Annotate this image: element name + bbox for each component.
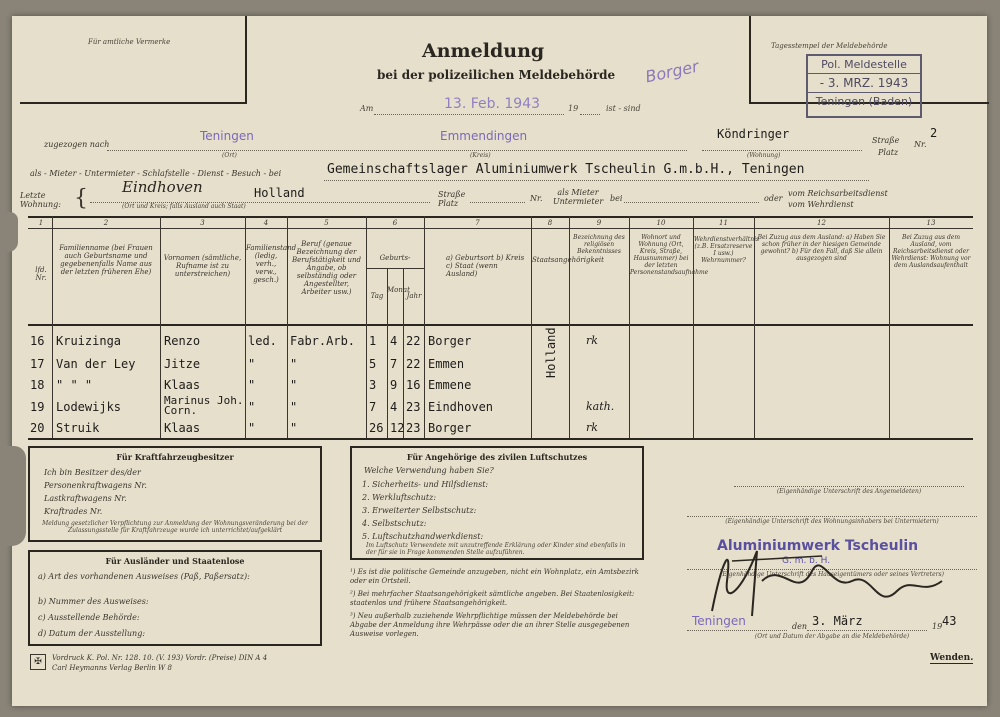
footnote-3: ³) Neu außerhalb zuziehende Wehrpflichtige müssen der Meldebehörde bei Abgabe der Anmeldung ihre Wehrpässe oder die an ihrer Stelle ausgegebenen Ausweise vorlegen. xyxy=(350,612,630,638)
owner-signature-label: (Eigenhändige Unterschrift des Wohnungsinhabers bei Untermietern) xyxy=(725,518,939,525)
row-19-name: Lodewijks xyxy=(56,400,122,414)
col-num-2: 2 xyxy=(103,219,109,227)
row-18-tag: 3 xyxy=(369,378,377,392)
row-17-jahr: 22 xyxy=(406,357,421,371)
col-head-7: a) Geburtsort b) Kreis c) Staat (wenn Ausland) xyxy=(446,254,525,278)
row-17-tag: 5 xyxy=(369,357,377,371)
nationality: Holland xyxy=(544,327,558,378)
row-18-ort: Emmene xyxy=(428,378,472,392)
col-num-9: 9 xyxy=(596,219,602,227)
row-17-monat: 7 xyxy=(390,357,398,371)
row-20-monat: 12 xyxy=(390,421,405,435)
stamp-line3: Teningen (Baden) xyxy=(815,95,913,108)
frueher-land: Holland xyxy=(254,186,305,200)
col-head-4: Familienstand (ledig, verh., verw., gesch.) xyxy=(246,244,297,284)
row-17-beruf: " xyxy=(290,357,298,371)
day-stamp-label: Tagesstempel der Meldebehörde xyxy=(771,42,888,50)
reich-label1: vom Reichsarbeitsdienst xyxy=(788,189,888,198)
kfz-line2: Personenkraftwagens Nr. xyxy=(44,481,147,490)
col-head-12: Bei Zuzug aus dem Ausland: a) Haben Sie schon früher in der hiesigen Gemeinde gewohnt? b) Für den Fall, daß Sie allein ausgezogen sind xyxy=(757,234,886,262)
handwritten-note: Borger xyxy=(643,56,701,87)
kreis-value: Emmendingen xyxy=(440,129,528,143)
als2-label: als Mieter Untermieter xyxy=(552,188,604,206)
col-head-13: Bei Zuzug aus dem Ausland, vom Reichsarbeitsdienst oder Wehrdienst: Wohnung vor dem Auslandsaufenthalt xyxy=(891,234,971,269)
zugezogen-label: zugezogen nach xyxy=(44,140,110,149)
row-17-name: Van der Ley xyxy=(56,357,136,371)
official-notes-box xyxy=(20,16,247,104)
row-20-tag: 26 xyxy=(369,421,384,435)
row-20-nr: 20 xyxy=(30,421,45,435)
reich-label2: vom Wehrdienst xyxy=(788,200,854,209)
col-num-1: 1 xyxy=(38,219,44,227)
row-19-vorname: Marinus Joh. Corn. xyxy=(164,394,244,417)
own-signature-label: (Eigenhändige Unterschrift des Angemeldeten) xyxy=(776,488,922,495)
den-label: den xyxy=(792,622,808,631)
col-num-11: 11 xyxy=(719,219,728,227)
col-num-6: 6 xyxy=(392,219,398,227)
row-19-monat: 4 xyxy=(390,400,398,414)
luftschutz-box xyxy=(350,446,644,560)
wenden-label: Wenden. xyxy=(930,653,974,663)
row-19-rel: kath. xyxy=(586,400,615,413)
row-19-nr: 19 xyxy=(30,400,45,414)
ist-sind: ist - sind xyxy=(606,104,641,113)
sign-place: Teningen xyxy=(692,614,746,628)
company-stamp-sub: G. m. b. H. xyxy=(782,556,831,566)
row-16-monat: 4 xyxy=(390,334,398,348)
col-num-5: 5 xyxy=(324,219,329,227)
stamp-line1: Pol. Meldestelle xyxy=(821,58,907,71)
house-number: 2 xyxy=(930,126,938,140)
footnote-1: ¹) Es ist die politische Gemeinde anzugeben, nicht ein Wohnplatz, ein Amtsbezirk oder ein Ortsteil. xyxy=(350,568,639,585)
row-16-ort: Borger xyxy=(428,334,472,348)
row-19-stand: " xyxy=(248,400,256,414)
wohnung-value: Köndringer xyxy=(717,127,790,141)
company-stamp: Aluminiumwerk Tscheulin xyxy=(717,538,919,554)
auslaender-b: b) Nummer des Ausweises: xyxy=(38,597,149,606)
row-17-nr: 17 xyxy=(30,357,45,371)
torn-edge-upper xyxy=(0,212,18,252)
kreis-label: (Kreis) xyxy=(470,152,491,159)
col-head-1: lfd. Nr. xyxy=(35,266,47,282)
row-18-name: " " " xyxy=(56,378,93,392)
row-20-stand: " xyxy=(248,421,256,435)
printer-line1: Vordruck K. Pol. Nr. 128. 10. (V. 193) Vordr. (Preise) DIN A 4 xyxy=(52,654,268,662)
row-20-rel: rk xyxy=(586,421,598,434)
col-num-10: 10 xyxy=(656,219,666,227)
row-17-ort: Emmen xyxy=(428,357,465,371)
wohnung-label: (Wohnung) xyxy=(747,152,781,159)
torn-edge xyxy=(0,446,26,546)
luftschutz-title: Für Angehörige des zivilen Luftschutzes xyxy=(406,452,588,462)
ort-label: (Ort) xyxy=(222,152,237,159)
printer-logo-icon: ✠ xyxy=(30,654,46,670)
ort-value: Teningen xyxy=(200,129,254,143)
platz-label: Platz xyxy=(878,148,899,157)
date-label-am: Am xyxy=(360,104,374,113)
kfz-line1: Ich bin Besitzer des/der xyxy=(44,468,141,477)
stamp-line2: - 3. MRZ. 1943 xyxy=(819,76,909,90)
row-19-beruf: " xyxy=(290,400,298,414)
col-num-4: 4 xyxy=(263,219,269,227)
luftschutz-note: Im Luftschutz Verwendete mit unzutreffende Erklärung oder Kinder sind ebenfalls in der für sie in Frage kommenden Stelle aufzuführen. xyxy=(366,542,626,556)
geburt-jahr: Jahr xyxy=(406,292,422,300)
row-20-vorname: Klaas xyxy=(164,421,201,435)
row-18-vorname: Klaas xyxy=(164,378,201,392)
official-notes-label: Für amtliche Vermerke xyxy=(88,38,171,46)
row-16-name: Kruizinga xyxy=(56,334,122,348)
row-19-ort: Eindhoven xyxy=(428,400,494,414)
strasse-label: Straße xyxy=(872,136,900,145)
oder-label: oder xyxy=(764,194,783,203)
row-18-beruf: " xyxy=(290,378,298,392)
row-16-tag: 1 xyxy=(369,334,377,348)
geburt-tag: Tag xyxy=(370,292,384,300)
luftschutz-question: Welche Verwendung haben Sie? xyxy=(364,466,494,475)
auslaender-c: c) Ausstellende Behörde: xyxy=(38,613,140,622)
date-stamp: 13. Feb. 1943 xyxy=(444,96,541,112)
row-20-ort: Borger xyxy=(428,421,472,435)
row-16-nr: 16 xyxy=(30,334,45,348)
house-owner-label: (Eigenhändige Unterschrift des Hauseigentümers oder seines Vertreters) xyxy=(720,571,944,578)
auslaender-a: a) Art des vorhandenen Ausweises (Paß, Paßersatz): xyxy=(38,572,250,581)
form-title: Anmeldung xyxy=(422,40,545,62)
frueher-sub: (Ort und Kreis; falls Ausland auch Staat) xyxy=(122,203,246,210)
col-head-11: Wehrdienstverhältnis (z.B. Ersatzreserve I usw.) Wehrnummer? xyxy=(694,236,760,264)
date-label-19: 19 xyxy=(568,104,579,113)
row-16-beruf: Fabr.Arb. xyxy=(290,334,356,348)
col-num-13: 13 xyxy=(926,219,936,227)
col-head-10: Wohnort und Wohnung (Ort, Kreis, Straße, Hausnummer) bei der letzten Personenstandsaufnahme xyxy=(630,234,709,276)
geburt-monat: Monat xyxy=(387,286,410,294)
luftschutz-item-3: 3. Erweiterter Selbstschutz: xyxy=(362,506,477,515)
row-17-vorname: Jitze xyxy=(164,357,201,371)
place-date-label: (Ort und Datum der Abgabe an die Meldebehörde) xyxy=(754,633,910,640)
als-line: als - Mieter - Untermieter - Schlafstelle - Dienst - Besuch - bei xyxy=(30,169,282,178)
frueher-handwritten: Eindhoven xyxy=(122,178,203,196)
nr-label-top: Nr. xyxy=(914,140,927,149)
col-head-5: Beruf (genaue Bezeichnung der Berufstätigkeit und Angabe, ob selbständig oder Angestellter, Arbeiter usw.) xyxy=(291,240,361,296)
row-18-jahr: 16 xyxy=(406,378,421,392)
sign-year: 43 xyxy=(942,614,957,628)
bei-label: bei xyxy=(610,194,623,203)
row-20-beruf: " xyxy=(290,421,298,435)
year-prefix: 19 xyxy=(932,622,943,631)
row-20-name: Struik xyxy=(56,421,100,435)
luftschutz-item-2: 2. Werkluftschutz: xyxy=(362,493,437,502)
luftschutz-item-1: 1. Sicherheits- und Hilfsdienst: xyxy=(362,480,489,489)
nr-label: Nr. xyxy=(530,194,543,203)
row-16-rel: rk xyxy=(586,334,598,347)
col-head-3: Vornamen (sämtliche, Rufname ist zu unterstreichen) xyxy=(163,254,242,278)
auslaender-d: d) Datum der Ausstellung: xyxy=(38,629,146,638)
police-stamp xyxy=(806,54,922,118)
sign-date: 3. März xyxy=(812,614,863,628)
auslaender-box xyxy=(28,550,322,646)
form-subtitle: bei der polizeilichen Meldebehörde xyxy=(377,68,616,82)
col-num-7: 7 xyxy=(475,219,480,227)
kfz-box xyxy=(28,446,322,542)
footnote-2: ²) Bei mehrfacher Staatsangehörigkeit sämtliche angeben. Bei Staatenlosigkeit: staatenlos und frühere Staatsangehörigkeit. xyxy=(350,590,635,607)
luftschutz-item-5: 5. Luftschutzhandwerkdienst: xyxy=(362,532,484,541)
row-18-monat: 9 xyxy=(390,378,398,392)
kfz-title: Für Kraftfahrzeugbesitzer xyxy=(116,452,234,462)
row-16-stand: led. xyxy=(248,334,277,348)
row-19-jahr: 23 xyxy=(406,400,421,414)
row-20-jahr: 23 xyxy=(406,421,421,435)
printer-line2: Carl Heymanns Verlag Berlin W 8 xyxy=(52,664,172,672)
strasse2-label: Straße Platz xyxy=(438,190,466,208)
col-num-12: 12 xyxy=(817,219,826,227)
col-head-8: Staatsangehörigkeit xyxy=(532,256,604,264)
col-num-3: 3 xyxy=(200,219,205,227)
col-num-8: 8 xyxy=(547,219,553,227)
row-19-tag: 7 xyxy=(369,400,377,414)
frueher-label: Letzte Wohnung: xyxy=(20,191,61,209)
kfz-line3: Lastkraftwagens Nr. xyxy=(44,494,127,503)
col-head-6: Geburts- xyxy=(379,254,411,262)
registration-form: Für amtliche Vermerke Anmeldung bei der polizeilichen Meldebehörde Borger Am 13. Feb. 1943 19 ist - sind Tagesstempel der Meldebehörde Pol. Meldestelle - 3. MRZ. 1943 Teningen (Baden) zugezogen nach Teningen (Ort) Emmendingen (Kreis) Köndringer (Wohnung) Straße Platz Nr. 2 als - Mieter - Untermieter - Schlafstelle - Dienst - Besuch - bei Gemeinschaftslager Aluminiumwerk Tscheulin G.m.b.H., Teningen Letzte Wohnung: { Eindhoven Holland (Ort und Kreis; falls Ausland auch Staat) Straße Platz Nr. als Mieter Untermieter bei oder vom Reichsarbeitsdienst vom Wehrdienst 1 2 3 4 5 6 7 8 9 10 11 12 13 lfd. Nr. Familienname (bei Frauen auch Geburtsname und gegebenenfalls Name aus der letzten früheren Ehe) Vornamen (sämtliche, Rufname ist zu unterstreichen) Familienstand (ledig, verh., verw., gesch.) Beruf (genaue Bezeichnung der Berufstätigkeit und Angabe, ob selbständig oder Angestellter, Arbeiter usw.) Geburts- Tag Monat Jahr a) Geburtsort b) Kreis c) Staat (wenn Ausland) Staatsangehörigkeit Bezeichnung des religiösen Bekenntnisses Wohnort und Wohnung (Ort, Kreis, Straße, Hausnummer) bei der letzten Personenstandsaufnahme Wehrdienstverhältnis (z.B. Ersatzreserve I usw.) Wehrnummer? Bei Zuzug aus dem Ausland: a) Haben Sie schon früher in der hiesigen Gemeinde gewohnt? b) Für den Fall, daß Sie allein ausgezogen sind Bei Zuzug aus dem Ausland, vom Reichsarbeitsdienst oder Wehrdienst: Wohnung vor dem Auslandsaufenthalt 16 Kruizinga Renzo led. Fabr.Arb. 1 4 22 Borger rk 17 Van der Ley Jitze " " 5 7 22 Emmen 18 " " " Klaas " " 3 9 16 Emmene 19 Lodewijks Marinus Joh. Corn. " " 7 4 23 Eindhoven kath. 20 Struik Klaas " " 26 12 23 Borger rk Holland Für Kraftfahrzeugbesitzer Ich bin Besitzer des/der Personenkraftwagens Nr. Lastkraftwagens Nr. Kraftrades Nr. Meldung gesetzlicher Verpflichtung zur Anmeldung der Wohnungsveränderung bei der Zulassungsstelle für Kraftfahrzeuge wurde ich unterrichtet/aufgeklärt Für Ausländer und Staatenlose a) Art des vorhandenen Ausweises (Paß, Paßersatz): b) Nummer des Ausweises: c) Ausstellende Behörde: d) Datum der Ausstellung: Für Angehörige des zivilen Luftschutzes Welche Verwendung haben Sie? 1. Sicherheits- und Hilfsdienst: 2. Werkluftschutz: 3. Erweiterter Selbstschutz: 4. Selbstschutz: 5. Luftschutzhandwerkdienst: Im Luftschutz Verwendete mit unzutreffende Erklärung oder Kinder sind ebenfalls in der für sie in Frage kommenden Stelle aufzuführen. ¹) Es ist die politische Gemeinde anzugeben, nicht ein Wohnplatz, ein Amtsbezirk oder ein Ortsteil. ²) Bei mehrfacher Staatsangehörigkeit sämtliche angeben. Bei Staatenlosigkeit: staatenlos und frühere Staatsangehörigkeit. ³) Neu außerhalb zuziehende Wehrpflichtige müssen der Meldebehörde bei Abgabe der Anmeldung ihre Wehrpässe oder die an ihrer Stelle ausgegebenen Ausweise vorlegen. (Eigenhändige Unterschrift des Angemeldeten) (Eigenhändige Unterschrift des Wohnungsinhabers bei Untermietern) Aluminiumwerk Tscheulin G. m. b. H. (Eigenhändige Unterschrift des Hauseigentümers oder seines Vertreters) Teningen den 3. März 19 43 (Ort und Datum der Abgabe an die Meldebehörde) ✠ Vordruck K. Pol. Nr. 128. 10. (V. 193) Vordr. (Preise) DIN A 4 Carl Heymanns Verlag Berlin W 8 Wenden. xyxy=(12,16,987,706)
col-head-9: Bezeichnung des religiösen Bekenntnisses xyxy=(573,234,625,255)
auslaender-title: Für Ausländer und Staatenlose xyxy=(105,556,245,566)
luftschutz-item-4: 4. Selbstschutz: xyxy=(362,519,427,528)
kfz-note: Meldung gesetzlicher Verpflichtung zur Anmeldung der Wohnungsveränderung bei der Zulassungsstelle für Kraftfahrzeuge wurde ich unterrichtet/aufgeklärt xyxy=(42,520,308,534)
row-16-vorname: Renzo xyxy=(164,334,201,348)
employer: Gemeinschaftslager Aluminiumwerk Tscheulin G.m.b.H., Teningen xyxy=(327,162,805,177)
row-16-jahr: 22 xyxy=(406,334,421,348)
row-18-nr: 18 xyxy=(30,378,45,392)
row-17-stand: " xyxy=(248,357,256,371)
row-18-stand: " xyxy=(248,378,256,392)
col-head-2: Familienname (bei Frauen auch Geburtsname und gegebenenfalls Name aus der letzten früheren Ehe) xyxy=(59,244,153,276)
kfz-line4: Kraftrades Nr. xyxy=(44,507,103,516)
